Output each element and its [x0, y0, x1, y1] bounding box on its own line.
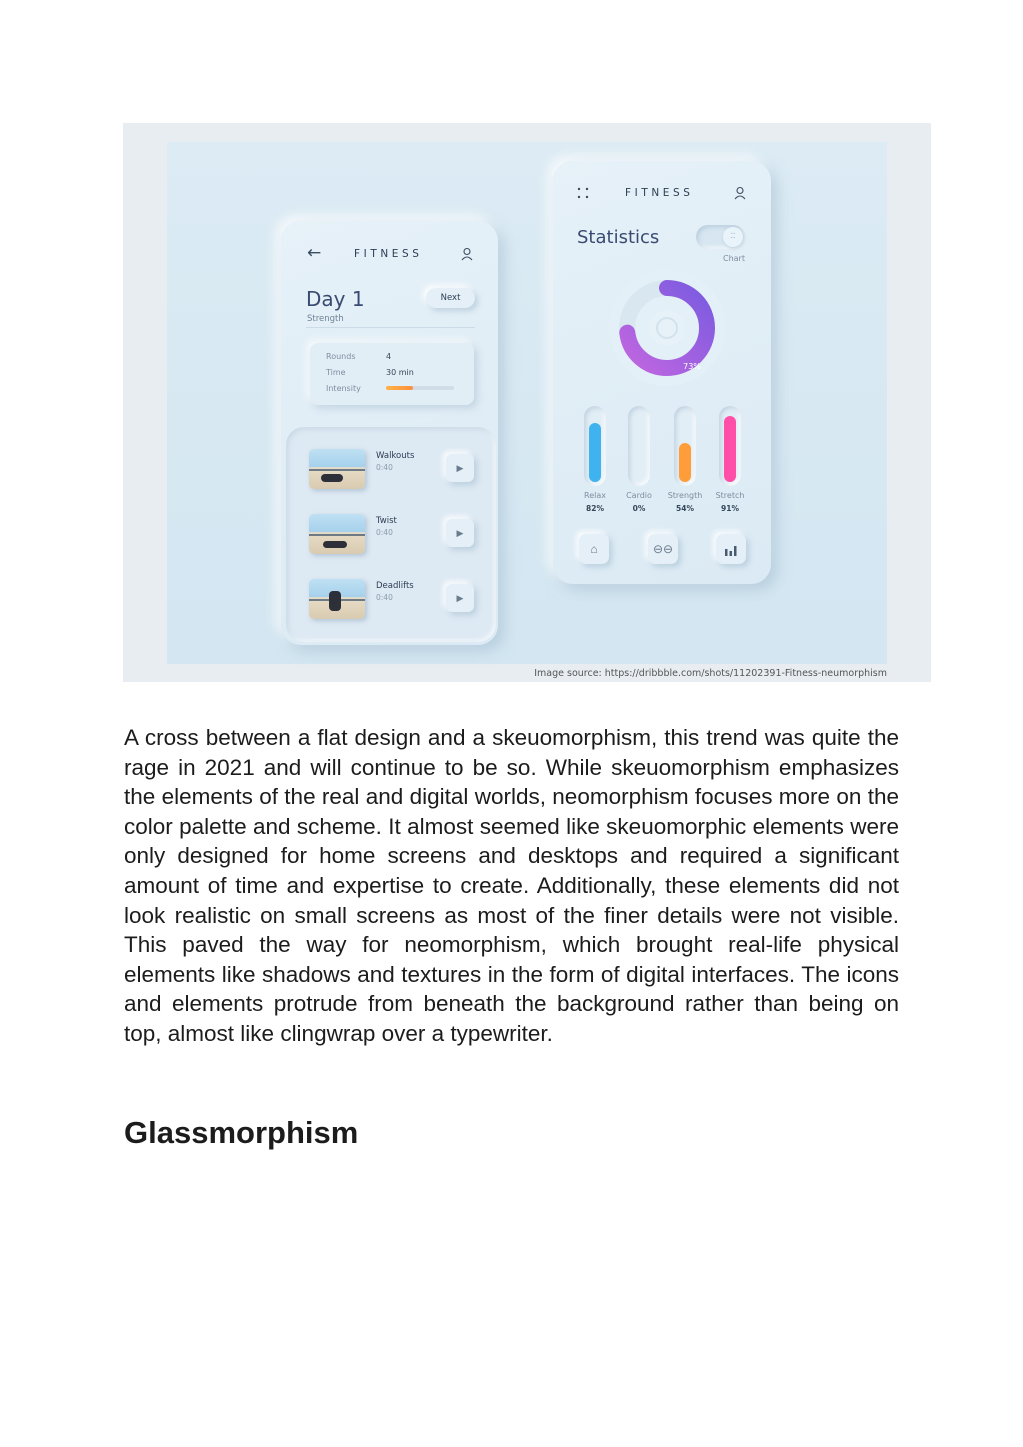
image-source-caption: Image source: https://dribbble.com/shots/11202391-Fitness-neumorphism: [534, 668, 887, 679]
section-heading: Glassmorphism: [124, 1115, 359, 1150]
fitness-neumorphism-image: [123, 123, 931, 682]
exercise-time: 0:40: [376, 593, 393, 602]
chart-toggle-label: Chart: [723, 254, 745, 263]
play-icon[interactable]: ▶: [446, 454, 474, 482]
stat-bar-stretch: [710, 406, 750, 516]
exercise-item-deadlifts[interactable]: [309, 579, 489, 625]
play-icon[interactable]: ▶: [446, 584, 474, 612]
exercise-item-walkouts[interactable]: [309, 449, 489, 495]
bar-fill: [724, 416, 736, 482]
left-panel-title: FITNESS: [354, 248, 423, 260]
play-icon[interactable]: ▶: [446, 519, 474, 547]
dumbbell-icon[interactable]: ⊖⊖: [648, 534, 678, 564]
progress-donut: [602, 268, 732, 398]
rounds-label: Rounds: [326, 352, 356, 361]
bar-track: [628, 406, 650, 486]
toggle-knob: ⁚⁚: [723, 227, 743, 247]
exercise-name: Walkouts: [376, 451, 415, 461]
exercise-name: Twist: [376, 516, 397, 526]
time-label: Time: [326, 368, 346, 377]
statistics-title: Statistics: [577, 227, 660, 248]
bar-fill: [679, 443, 691, 482]
stat-bar-strength: [665, 406, 705, 516]
bar-chart-icon[interactable]: [716, 534, 746, 564]
bar-track: [719, 406, 741, 486]
exercise-thumbnail: [309, 579, 365, 619]
user-icon[interactable]: [733, 186, 747, 200]
bar-value: 0%: [632, 504, 646, 513]
bar-track: [584, 406, 606, 486]
day-subtitle: Strength: [307, 314, 344, 324]
next-button[interactable]: Next: [426, 288, 475, 308]
time-value: 30 min: [386, 368, 414, 377]
stat-bar-cardio: [619, 406, 659, 516]
exercise-thumbnail: [309, 514, 365, 554]
left-phone-panel: [281, 221, 498, 645]
intensity-fill: [386, 386, 413, 390]
bar-label: Cardio: [626, 491, 652, 500]
bar-label: Relax: [584, 491, 606, 500]
bar-label: Strength: [667, 491, 703, 500]
bar-value: 82%: [586, 504, 604, 513]
arrow-left-icon: ←: [307, 243, 322, 263]
exercise-time: 0:40: [376, 528, 393, 537]
user-icon: [460, 247, 474, 261]
intensity-label: Intensity: [326, 384, 361, 393]
home-icon[interactable]: ⌂: [579, 534, 609, 564]
donut-percent-label: 73%: [683, 362, 701, 371]
right-panel-title: FITNESS: [625, 187, 694, 199]
intensity-slider[interactable]: [386, 386, 454, 390]
body-paragraph: A cross between a flat design and a skeuomorphism, this trend was quite the rage in 2021 and will continue to be so. While skeuomorphism emphasizes the elements of the real and digital worlds, neomorphism focuses more on the color palette and scheme. It almost seemed like skeuomorphic elements were only designed for home screens and desktops and required a significant amount of time and expertise to create. Additionally, these elements did not look realistic on small screens as most of the finer details were not visible. This paved the way for neomorphism, which brought real-life physical elements like shadows and textures in the form of digital interfaces. The icons and elements protrude from beneath the background rather than being on top, almost like clingwrap over a typewriter.: [124, 725, 899, 1046]
workout-details-card: [310, 343, 474, 405]
exercise-item-twist[interactable]: [309, 514, 489, 560]
exercise-time: 0:40: [376, 463, 393, 472]
exercise-name: Deadlifts: [376, 581, 414, 591]
bar-value: 54%: [676, 504, 694, 513]
bar-track: [674, 406, 696, 486]
grid-dots-icon[interactable]: [577, 187, 589, 199]
bar-fill: [589, 423, 601, 482]
stat-bar-relax: [575, 406, 615, 516]
image-canvas: [167, 142, 887, 664]
exercise-list: [286, 427, 496, 642]
bar-value: 91%: [721, 504, 739, 513]
exercise-thumbnail: [309, 449, 365, 489]
bar-label: Stretch: [715, 491, 745, 500]
divider: [306, 327, 475, 328]
chart-toggle[interactable]: [696, 225, 745, 249]
rounds-value: 4: [386, 352, 392, 361]
day-title: Day 1: [306, 287, 365, 311]
right-phone-panel: [553, 161, 771, 584]
donut-center: [649, 310, 685, 346]
